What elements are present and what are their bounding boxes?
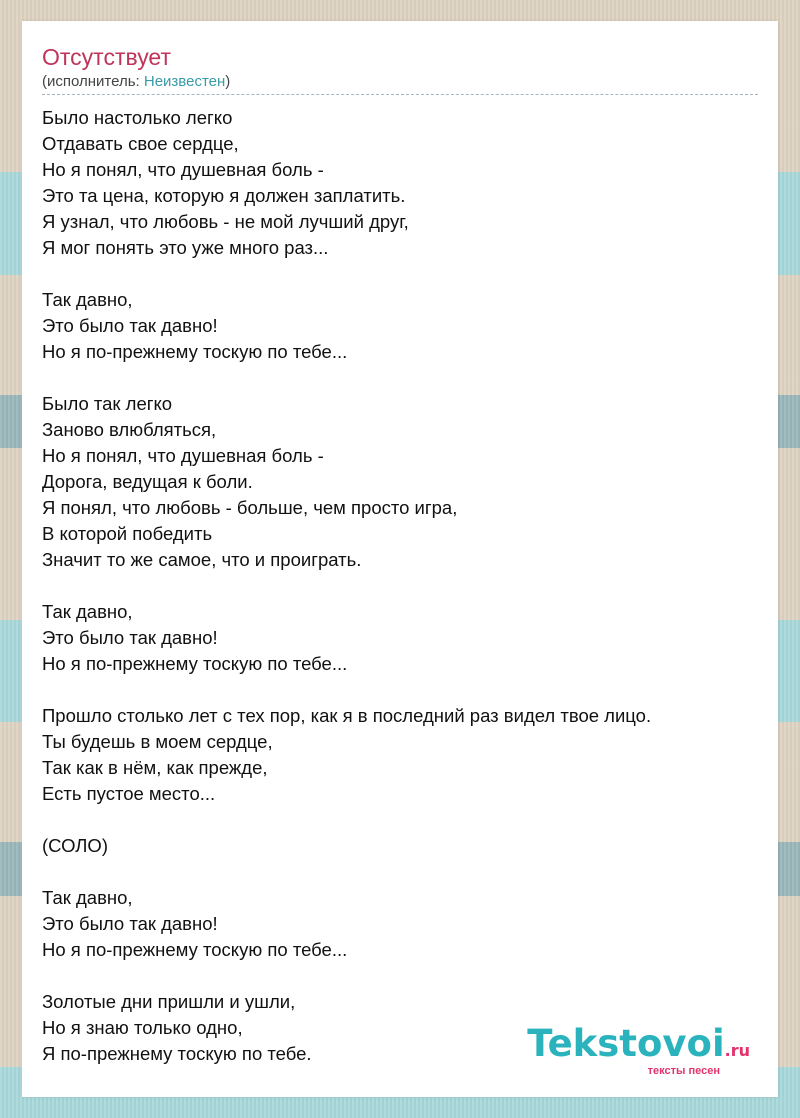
title-divider — [42, 94, 758, 95]
lyric-line: Заново влюбляться, — [42, 419, 217, 440]
artist-line — [42, 73, 230, 91]
stanza-break — [42, 677, 758, 703]
stanza-break — [42, 261, 758, 287]
lyric-line: Но я знаю только одно, — [42, 1017, 243, 1038]
lyric-line: Было так легко — [42, 393, 173, 414]
lyric-line: Но я по-прежнему тоскую по тебе... — [42, 939, 348, 960]
stanza-break — [42, 365, 758, 391]
lyric-line: Это было так давно! — [42, 315, 218, 336]
artist-link[interactable]: Неизвестен — [143, 73, 226, 90]
lyrics-sheet — [22, 21, 778, 1097]
lyric-line: Это было так давно! — [42, 627, 218, 648]
stanza-break — [42, 963, 758, 989]
stanza-break — [42, 573, 758, 599]
lyric-line: Это та цена, которую я должен заплатить. — [42, 185, 406, 206]
lyric-line: Прошло столько лет с тех пор, как я в последний раз видел твое лицо. — [42, 705, 652, 726]
logo-wordmark — [527, 1022, 750, 1070]
lyric-line: Так давно, — [42, 289, 133, 310]
lyric-line: Золотые дни пришли и ушли, — [42, 991, 296, 1012]
logo-domain-suffix: .ru — [724, 1041, 750, 1060]
lyric-line: Есть пустое место... — [42, 783, 216, 804]
lyric-line: Отдавать свое сердце, — [42, 133, 239, 154]
lyric-line: Ты будешь в моем сердце, — [42, 731, 273, 752]
lyric-line: Я узнал, что любовь - не мой лучший друг, — [42, 211, 409, 232]
lyric-line: Но я по-прежнему тоскую по тебе... — [42, 341, 348, 362]
artist-suffix: ) — [225, 73, 231, 90]
lyric-line: Я мог понять это уже много раз... — [42, 237, 329, 258]
lyric-line: В которой победить — [42, 523, 213, 544]
lyric-line: (СОЛО) — [42, 835, 108, 856]
lyric-line: Дорога, ведущая к боли. — [42, 471, 253, 492]
logo-main-text: Tekstovoi — [527, 1022, 725, 1065]
lyric-line: Я понял, что любовь - больше, чем просто игра, — [42, 497, 458, 518]
lyric-line: Так давно, — [42, 887, 133, 908]
artist-prefix: (исполнитель: — [42, 73, 144, 90]
lyric-line: Но я понял, что душевная боль - — [42, 159, 324, 180]
lyric-line: Это было так давно! — [42, 913, 218, 934]
lyric-line: Я по-прежнему тоскую по тебе. — [42, 1043, 312, 1064]
site-logo[interactable] — [527, 1022, 750, 1077]
lyric-line: Но я понял, что душевная боль - — [42, 445, 324, 466]
lyric-line: Было настолько легко — [42, 107, 233, 128]
lyric-line: Так как в нём, как прежде, — [42, 757, 268, 778]
logo-tagline: тексты песен — [647, 1065, 720, 1077]
lyrics-text — [42, 105, 758, 1067]
lyric-line: Значит то же самое, что и проиграть. — [42, 549, 362, 570]
stanza-break — [42, 859, 758, 885]
song-title: Отсутствует — [42, 44, 171, 70]
stanza-break — [42, 807, 758, 833]
lyric-line: Так давно, — [42, 601, 133, 622]
lyric-line: Но я по-прежнему тоскую по тебе... — [42, 653, 348, 674]
